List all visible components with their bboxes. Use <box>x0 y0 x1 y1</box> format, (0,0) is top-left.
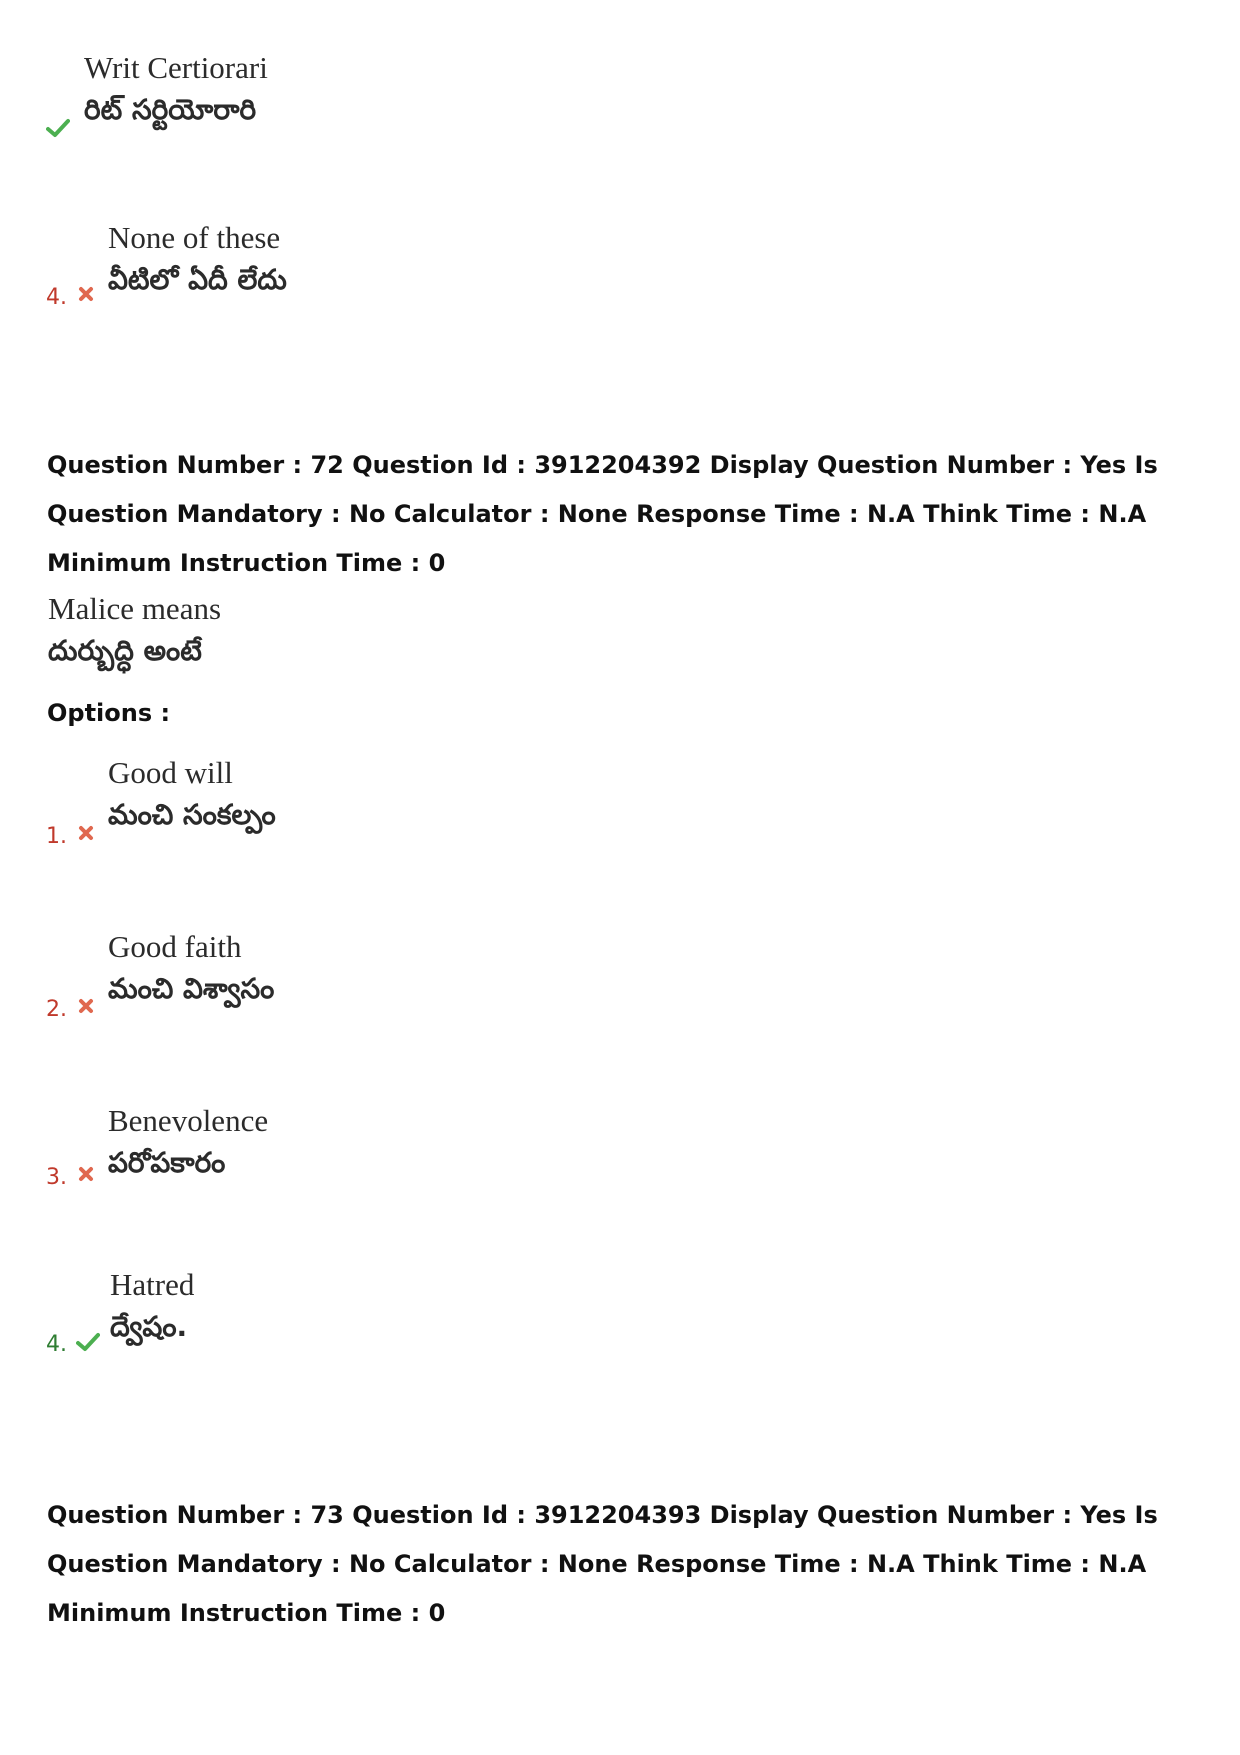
option-telugu-text: మంచి సంకల్పం <box>108 798 276 831</box>
option-image <box>110 1265 194 1349</box>
option-number: 3. <box>46 1165 67 1190</box>
option-number: 2. <box>46 997 67 1022</box>
cross-icon <box>78 998 94 1014</box>
option-english-text: Writ Certiorari <box>84 50 268 85</box>
check-icon <box>46 118 70 138</box>
check-icon <box>76 1332 100 1352</box>
option-telugu-text: పరోపకారం <box>108 1146 226 1179</box>
option-telugu-text: రిట్ సర్టియోరారి <box>84 93 257 126</box>
option-image <box>84 48 268 132</box>
question-english-text: Malice means <box>48 591 222 626</box>
option-number: 1. <box>46 824 67 849</box>
option-english-text: Good faith <box>108 929 242 964</box>
option-telugu-text: ద్వేషం. <box>110 1310 188 1343</box>
option-image <box>108 218 287 302</box>
option-number: 4. <box>46 285 67 310</box>
option-telugu-text: వీటిలో ఏదీ లేదు <box>108 263 287 296</box>
option-english-text: Hatred <box>110 1267 195 1302</box>
option-english-text: None of these <box>108 220 281 255</box>
option-telugu-text: మంచి విశ్వాసం <box>108 972 275 1005</box>
cross-icon <box>78 1166 94 1182</box>
option-english-text: Benevolence <box>108 1103 269 1138</box>
question-header: Question Number : 72 Question Id : 3912204392 Display Question Number : Yes Is Question Mandatory : No Calculator : None Response Time : N.A Think Time : N.A Minimum Instruction Time : 0 <box>47 451 1158 577</box>
option-number: 4. <box>46 1332 67 1357</box>
option-image <box>108 927 274 1011</box>
options-label: Options : <box>47 699 171 727</box>
option-english-text: Good will <box>108 755 233 790</box>
question-header: Question Number : 73 Question Id : 3912204393 Display Question Number : Yes Is Question Mandatory : No Calculator : None Response Time : N.A Think Time : N.A Minimum Instruction Time : 0 <box>47 1501 1158 1627</box>
option-image <box>108 753 276 837</box>
cross-icon <box>78 286 94 302</box>
question-telugu-text: దుర్బుద్ధి అంటే <box>48 634 202 667</box>
cross-icon <box>78 825 94 841</box>
question-stem <box>48 589 221 673</box>
option-image <box>108 1101 268 1185</box>
